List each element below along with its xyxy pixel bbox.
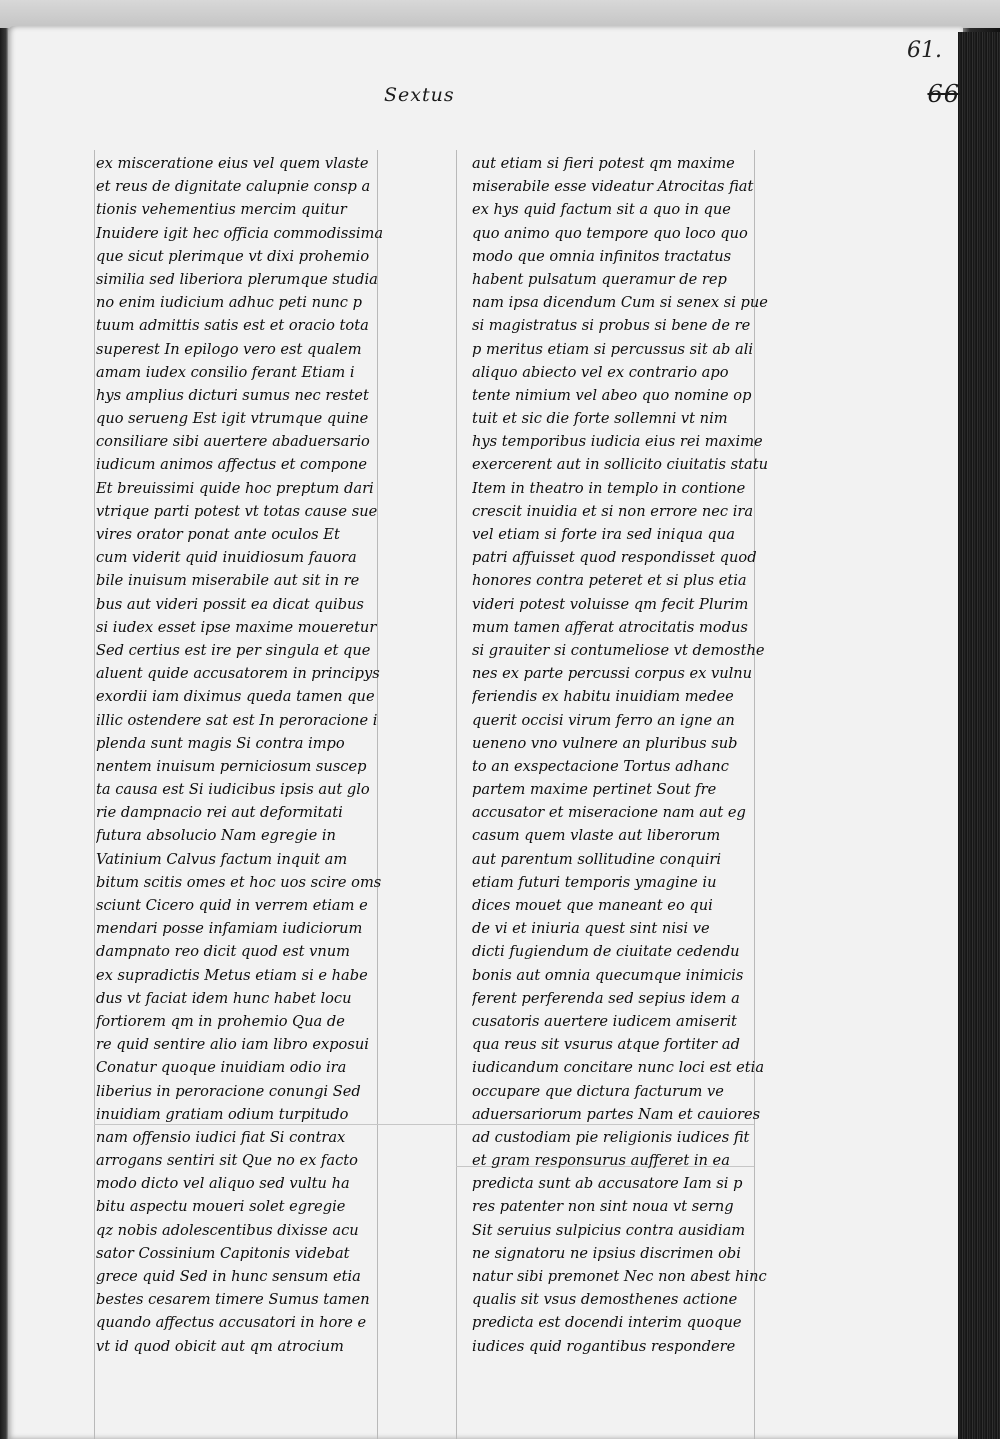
text-line: no enim iudicium adhuc peti nunc p <box>96 294 362 312</box>
text-line: iudicandum concitare nunc loci est etia <box>472 1059 765 1077</box>
text-line: ta causa est Si iudicibus ipsis aut glo <box>96 781 370 799</box>
text-line: ex misceratione eius vel quem vlaste <box>96 155 369 172</box>
text-line: querit occisi virum ferro an igne an <box>472 711 735 729</box>
text-line: aduersariorum partes Nam et cauiores <box>472 1105 761 1123</box>
text-line: quando affectus accusatori in hore e <box>96 1314 367 1332</box>
text-line: si magistratus si probus si bene de re <box>472 317 751 335</box>
text-line: liberius in peroracione conungi Sed <box>96 1082 361 1100</box>
text-line: partem maxime pertinet Sout fre <box>472 781 717 799</box>
text-line: bestes cesarem timere Sumus tamen <box>96 1291 370 1309</box>
text-line: modo dicto vel aliquo sed vultu ha <box>96 1175 350 1193</box>
text-line: mum tamen afferat atrocitatis modus <box>472 618 748 636</box>
left-text-column <box>96 152 386 1358</box>
text-line: si grauiter si contumeliose vt demosthe <box>472 641 765 659</box>
text-line: dices mouet que maneant eo qui <box>472 897 713 914</box>
text-line: bitum scitis omes et hoc uos scire oms <box>96 873 382 891</box>
text-line: cum viderit quid inuidiosum fauora <box>96 549 357 567</box>
text-line: ferent perferenda sed sepius idem a <box>472 989 740 1007</box>
text-line: inuidiam gratiam odium turpitudo <box>96 1105 349 1123</box>
text-line: ad custodiam pie religionis iudices fit <box>472 1128 750 1146</box>
text-line: Sit seruius sulpicius contra ausidiam <box>472 1221 746 1239</box>
text-line: consiliare sibi auertere abaduersario <box>96 433 370 451</box>
running-head: Sextus <box>384 84 455 106</box>
text-line: vt id quod obicit aut qm atrocium <box>96 1337 344 1355</box>
text-line: natur sibi premonet Nec non abest hinc <box>472 1268 767 1285</box>
text-line: illic ostendere sat est In peroracione i <box>96 711 378 729</box>
text-line: to an exspectacione Tortus adhanc <box>472 757 729 775</box>
text-line: Item in theatro in templo in contione <box>472 479 746 497</box>
text-line: re quid sentire alio iam libro exposui <box>96 1036 369 1054</box>
text-line: nam offensio iudici fiat Si contrax <box>96 1128 346 1146</box>
right-text-column <box>472 152 772 1358</box>
text-line: bile inuisum miserabile aut sit in re <box>96 572 360 590</box>
text-line: exercerent aut in sollicito ciuitatis statu <box>472 456 768 474</box>
text-line: vires orator ponat ante oculos Et <box>96 526 340 543</box>
text-line: que sicut plerimque vt dixi prohemio <box>96 247 370 265</box>
text-line: sciunt Cicero quid in verrem etiam e <box>96 897 368 914</box>
text-line: patri affuisset quod respondisset quod <box>472 549 757 567</box>
text-line: sator Cossinium Capitonis videbat <box>96 1244 350 1262</box>
text-line: Sed certius est ire per singula et que <box>96 641 371 659</box>
text-line: vel etiam si forte ira sed iniqua qua <box>472 526 735 543</box>
text-line: dampnato reo dicit quod est vnum <box>96 943 351 961</box>
text-line: Inuidere igit hec officia commodissima <box>96 224 384 242</box>
text-line: bus aut videri possit ea dicat quibus <box>96 595 364 613</box>
text-line: quo animo quo tempore quo loco quo <box>472 224 748 242</box>
text-line: res patenter non sint noua vt serng <box>472 1198 734 1216</box>
text-line: tente nimium vel abeo quo nomine op <box>472 386 752 404</box>
text-line: et reus de dignitate calupnie consp a <box>96 178 371 196</box>
text-line: tuum admittis satis est et oracio tota <box>96 317 369 335</box>
text-line: plenda sunt magis Si contra impo <box>96 734 345 752</box>
text-line: superest In epilogo vero est qualem <box>96 340 362 358</box>
text-line: arrogans sentiri sit Que no ex facto <box>96 1152 358 1170</box>
ruling-line-right-column-left <box>456 150 457 1439</box>
text-line: similia sed liberiora plerumque studia <box>96 270 378 288</box>
text-line: grece quid Sed in hunc sensum etia <box>96 1268 361 1285</box>
text-line: et gram responsurus aufferet in ea <box>472 1152 730 1170</box>
text-line: hys amplius dicturi sumus nec restet <box>96 386 369 404</box>
book-page-edges <box>958 32 1000 1439</box>
text-line: ne signatoru ne ipsius discrimen obi <box>472 1244 741 1262</box>
text-line: miserabile esse videatur Atrocitas fiat <box>472 178 754 196</box>
text-line: etiam futuri temporis ymagine iu <box>472 873 717 891</box>
text-line: nam ipsa dicendum Cum si senex si pue <box>472 294 768 312</box>
text-line: dicti fugiendum de ciuitate cedendu <box>472 943 740 961</box>
text-line: qua reus sit vsurus atque fortiter ad <box>472 1036 740 1054</box>
scan-top-margin <box>0 0 1000 28</box>
text-line: qualis sit vsus demosthenes actione <box>472 1291 738 1309</box>
text-line: Vatinium Calvus factum inquit am <box>96 850 348 868</box>
text-line: videri potest voluisse qm fecit Plurim <box>472 595 749 613</box>
text-line: mendari posse infamiam iudiciorum <box>96 920 363 938</box>
text-line: modo que omnia infinitos tractatus <box>472 247 732 265</box>
text-line: ueneno vno vulnere an pluribus sub <box>472 734 738 752</box>
text-line: feriendis ex habitu inuidiam medee <box>472 688 734 706</box>
text-line: vtrique parti potest vt totas cause sue <box>96 502 378 520</box>
text-line: qz nobis adolescentibus dixisse acu <box>96 1221 359 1239</box>
text-line: si iudex esset ipse maxime moueretur <box>96 618 377 636</box>
text-line: ex supradictis Metus etiam si e habe <box>96 966 368 984</box>
text-line: p meritus etiam si percussus sit ab ali <box>472 340 754 358</box>
text-line: iudicum animos affectus et compone <box>96 456 367 474</box>
text-line: fortiorem qm in prohemio Qua de <box>96 1012 345 1030</box>
text-line: nentem inuisum perniciosum suscep <box>96 757 367 775</box>
text-line: futura absolucio Nam egregie in <box>96 827 336 845</box>
text-line: iudices quid rogantibus respondere <box>472 1337 736 1355</box>
text-line: aluent quide accusatorem in principys <box>96 665 380 683</box>
old-folio-number: 66 <box>927 80 960 108</box>
text-line: occupare que dictura facturum ve <box>472 1082 724 1100</box>
text-line: Et breuissimi quide hoc preptum dari <box>96 479 374 497</box>
text-line: dus vt faciat idem hunc habet locu <box>96 989 352 1007</box>
text-line: nes ex parte percussi corpus ex vulnu <box>472 665 753 683</box>
ruling-line-left-column-left <box>94 150 95 1439</box>
text-line: ex hys quid factum sit a quo in que <box>472 201 731 219</box>
text-line: bonis aut omnia quecumque inimicis <box>472 966 744 984</box>
text-line: crescit inuidia et si non errore nec ira <box>472 502 754 520</box>
text-line: rie dampnacio rei aut deformitati <box>96 804 343 822</box>
text-line: accusator et miseracione nam aut eg <box>472 804 746 822</box>
text-line: predicta sunt ab accusatore Iam si p <box>472 1175 743 1193</box>
text-line: quo serueng Est igit vtrumque quine <box>96 410 369 428</box>
text-line: tuit et sic die forte sollemni vt nim <box>472 410 728 428</box>
text-line: bitu aspectu moueri solet egregie <box>96 1198 346 1216</box>
folio-number: 61. <box>907 38 942 63</box>
text-line: honores contra peteret et si plus etia <box>472 572 747 590</box>
text-line: aliquo abiecto vel ex contrario apo <box>472 363 729 381</box>
text-line: Conatur quoque inuidiam odio ira <box>96 1059 347 1077</box>
text-line: aut etiam si fieri potest qm maxime <box>472 155 735 172</box>
text-line: habent pulsatum queramur de rep <box>472 270 727 288</box>
text-line: de vi et iniuria quest sint nisi ve <box>472 920 710 938</box>
text-line: predicta est docendi interim quoque <box>472 1314 742 1332</box>
text-line: aut parentum sollitudine conquiri <box>472 850 722 868</box>
text-line: casum quem vlaste aut liberorum <box>472 827 721 845</box>
text-line: tionis vehementius mercim quitur <box>96 201 347 219</box>
text-line: hys temporibus iudicia eius rei maxime <box>472 433 763 451</box>
text-line: amam iudex consilio ferant Etiam i <box>96 363 355 381</box>
text-line: exordii iam diximus queda tamen que <box>96 688 375 706</box>
text-line: cusatoris auertere iudicem amiserit <box>472 1012 737 1030</box>
